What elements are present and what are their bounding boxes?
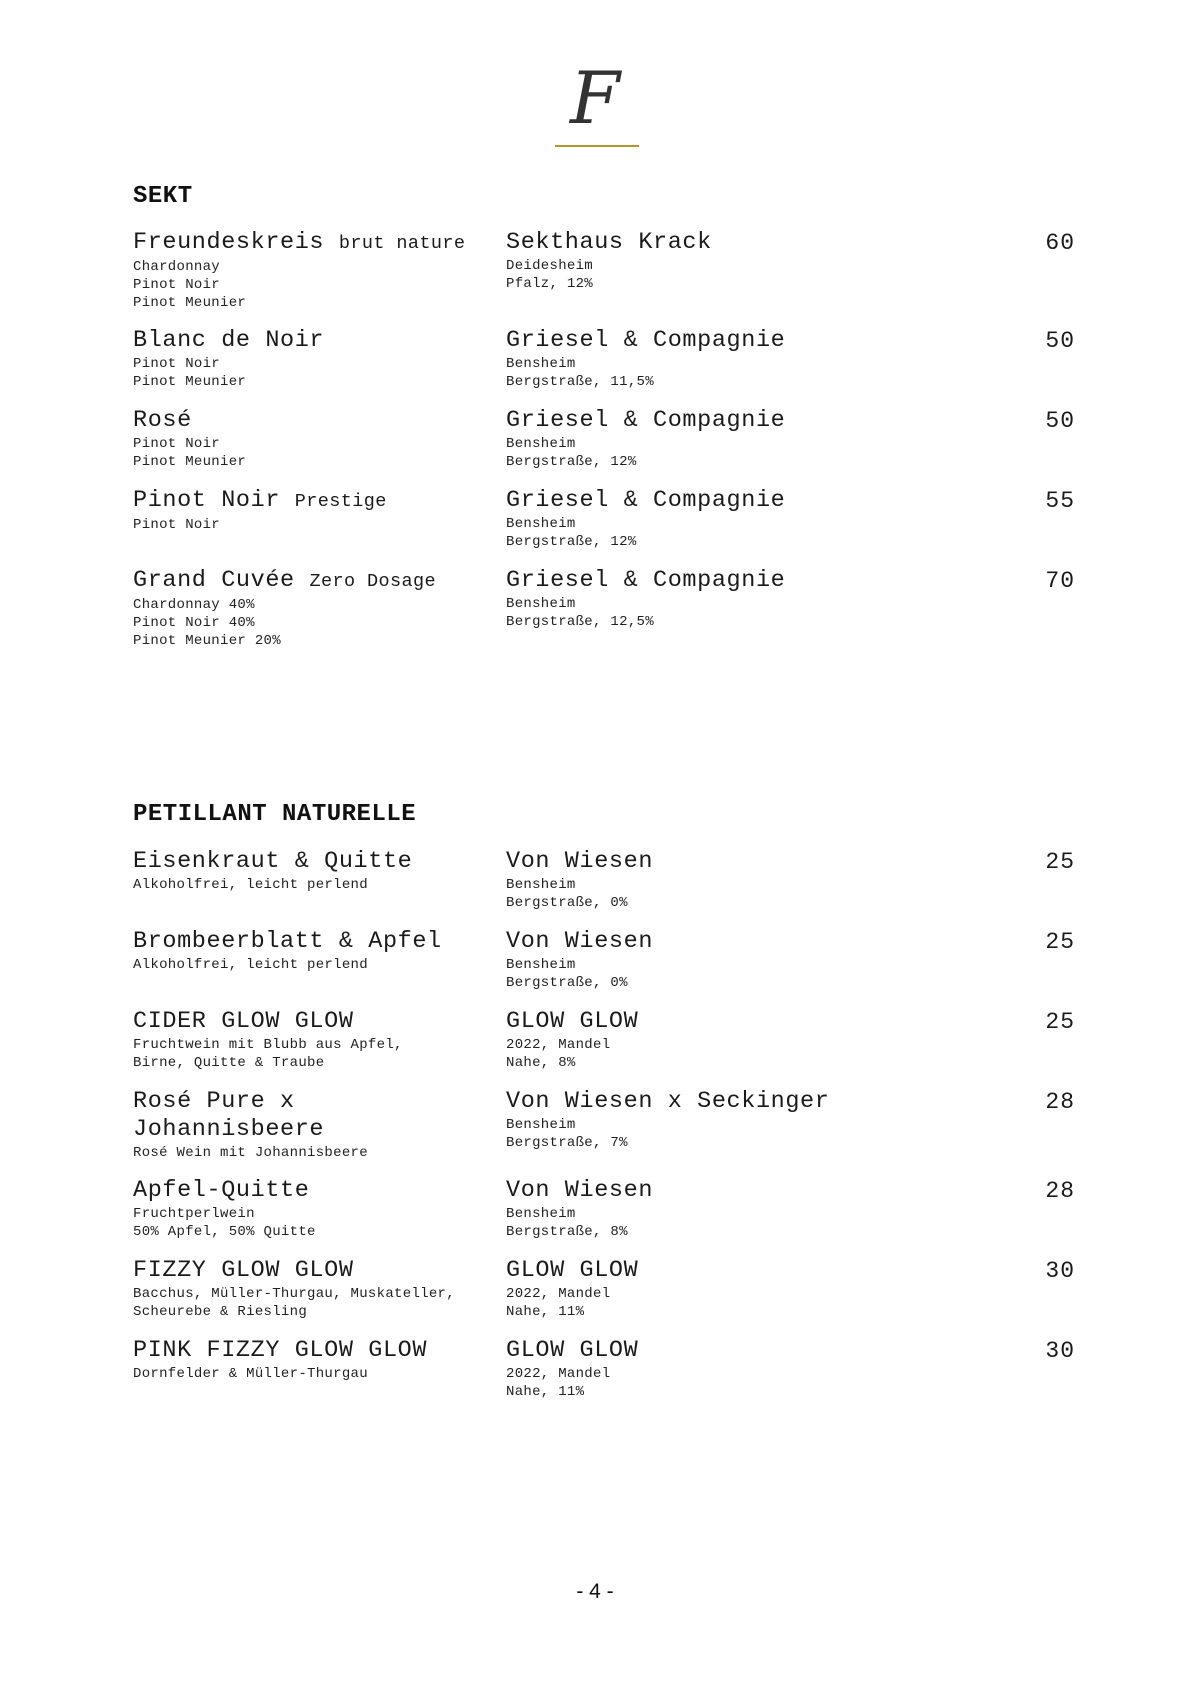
producer-name: GLOW GLOW xyxy=(506,1337,639,1364)
item-price: 50 xyxy=(1045,408,1075,434)
producer-origin: Bergstraße, 0% xyxy=(506,975,628,991)
producer-origin: Bensheim xyxy=(506,436,576,452)
item-detail: Pinot Noir 40% xyxy=(133,615,255,631)
item-name: CIDER GLOW GLOW xyxy=(133,1008,354,1035)
producer-origin: Nahe, 8% xyxy=(506,1055,576,1071)
item-detail: Pinot Meunier xyxy=(133,374,247,390)
producer-origin: Bergstraße, 12,5% xyxy=(506,614,654,630)
item-detail: Bacchus, Müller-Thurgau, Muskateller, xyxy=(133,1286,455,1302)
item-price: 55 xyxy=(1045,488,1075,514)
section-title-sekt: SEKT xyxy=(133,183,193,210)
producer-origin: Bergstraße, 12% xyxy=(506,454,637,470)
producer-origin: Bergstraße, 7% xyxy=(506,1135,628,1151)
item-price: 50 xyxy=(1045,328,1075,354)
producer-origin: 2022, Mandel xyxy=(506,1286,611,1302)
item-price: 28 xyxy=(1045,1089,1075,1115)
item-price: 60 xyxy=(1045,230,1075,256)
item-detail: Pinot Meunier 20% xyxy=(133,633,281,649)
item-price: 30 xyxy=(1045,1338,1075,1364)
item-name: Pinot Noir Prestige xyxy=(133,487,387,514)
item-price: 70 xyxy=(1045,568,1075,594)
producer-origin: Bergstraße, 8% xyxy=(506,1224,628,1240)
producer-name: Griesel & Compagnie xyxy=(506,487,786,514)
logo-monogram: F xyxy=(570,56,620,140)
producer-origin: Bensheim xyxy=(506,356,576,372)
item-name: Blanc de Noir xyxy=(133,327,325,354)
item-detail: Birne, Quitte & Traube xyxy=(133,1055,325,1071)
item-price: 25 xyxy=(1045,929,1075,955)
producer-origin: Nahe, 11% xyxy=(506,1304,585,1320)
producer-origin: Bensheim xyxy=(506,516,576,532)
item-detail: Scheurebe & Riesling xyxy=(133,1304,308,1320)
item-name: PINK FIZZY GLOW GLOW xyxy=(133,1337,428,1364)
item-detail: Dornfelder & Müller-Thurgau xyxy=(133,1366,368,1382)
item-detail: 50% Apfel, 50% Quitte xyxy=(133,1224,316,1240)
item-name: Rosé xyxy=(133,407,192,434)
item-name: FIZZY GLOW GLOW xyxy=(133,1257,354,1284)
producer-origin: Bensheim xyxy=(506,877,576,893)
item-detail: Rosé Wein mit Johannisbeere xyxy=(133,1145,368,1161)
item-name: Rosé Pure x Johannisbeere xyxy=(133,1088,325,1143)
item-name: Brombeerblatt & Apfel xyxy=(133,928,442,955)
producer-origin: Nahe, 11% xyxy=(506,1384,585,1400)
item-detail: Pinot Meunier xyxy=(133,295,247,311)
producer-name: Von Wiesen xyxy=(506,1177,654,1204)
item-detail: Pinot Meunier xyxy=(133,454,247,470)
item-detail: Chardonnay xyxy=(133,259,221,275)
producer-origin: Bergstraße, 12% xyxy=(506,534,637,550)
producer-origin: Bensheim xyxy=(506,957,576,973)
item-detail: Pinot Noir xyxy=(133,436,221,452)
producer-origin: Bergstraße, 0% xyxy=(506,895,628,911)
section-title-petillant-naturelle: PETILLANT NATURELLE xyxy=(133,801,417,828)
producer-origin: Bensheim xyxy=(506,1206,576,1222)
item-detail: Pinot Noir xyxy=(133,356,221,372)
producer-origin: 2022, Mandel xyxy=(506,1037,611,1053)
producer-name: GLOW GLOW xyxy=(506,1257,639,1284)
producer-name: Von Wiesen xyxy=(506,848,654,875)
item-price: 25 xyxy=(1045,1009,1075,1035)
item-name: Grand Cuvée Zero Dosage xyxy=(133,567,436,594)
item-detail: Fruchtperlwein xyxy=(133,1206,255,1222)
producer-origin: Deidesheim xyxy=(506,258,594,274)
producer-origin: Bensheim xyxy=(506,1117,576,1133)
item-name: Freundeskreis brut nature xyxy=(133,229,466,256)
producer-name: Von Wiesen x Seckinger xyxy=(506,1088,830,1115)
item-price: 28 xyxy=(1045,1178,1075,1204)
producer-name: Griesel & Compagnie xyxy=(506,567,786,594)
item-detail: Chardonnay 40% xyxy=(133,597,255,613)
producer-name: Griesel & Compagnie xyxy=(506,327,786,354)
producer-origin: 2022, Mandel xyxy=(506,1366,611,1382)
producer-name: Sekthaus Krack xyxy=(506,229,712,256)
producer-origin: Pfalz, 12% xyxy=(506,276,594,292)
item-detail: Pinot Noir xyxy=(133,517,221,533)
item-price: 25 xyxy=(1045,849,1075,875)
producer-name: GLOW GLOW xyxy=(506,1008,639,1035)
item-detail: Alkoholfrei, leicht perlend xyxy=(133,957,368,973)
item-detail: Fruchtwein mit Blubb aus Apfel, xyxy=(133,1037,403,1053)
producer-origin: Bergstraße, 11,5% xyxy=(506,374,654,390)
logo-divider xyxy=(555,145,639,147)
page-number: - 4 - xyxy=(576,1580,614,1603)
item-name: Apfel-Quitte xyxy=(133,1177,310,1204)
item-price: 30 xyxy=(1045,1258,1075,1284)
item-detail: Alkoholfrei, leicht perlend xyxy=(133,877,368,893)
item-name: Eisenkraut & Quitte xyxy=(133,848,413,875)
producer-origin: Bensheim xyxy=(506,596,576,612)
item-detail: Pinot Noir xyxy=(133,277,221,293)
producer-name: Von Wiesen xyxy=(506,928,654,955)
producer-name: Griesel & Compagnie xyxy=(506,407,786,434)
